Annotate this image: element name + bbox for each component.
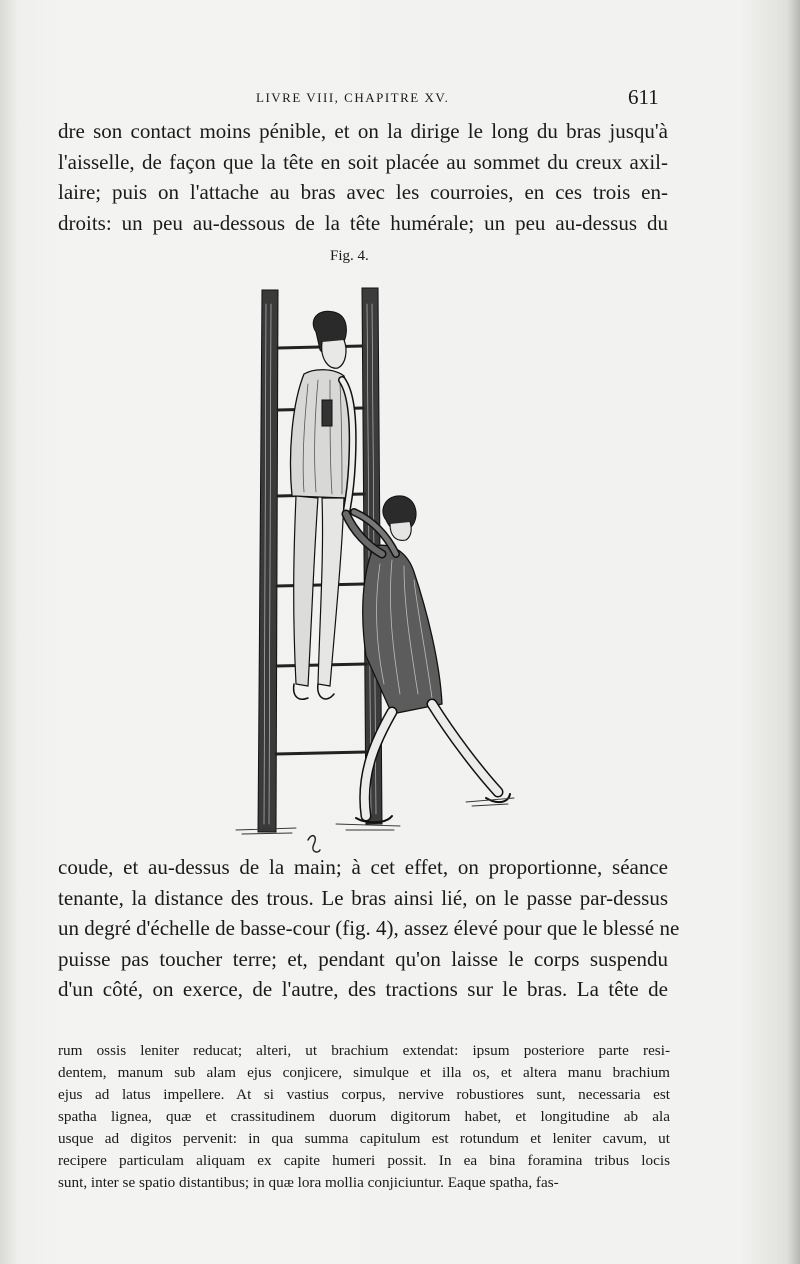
running-head-title: LIVRE VIII, CHAPITRE XV. [256,90,450,105]
page-edge-shadow [786,0,800,1264]
text-line: tenante, la distance des trous. Le bras ainsi lié, on le passe par-dessus [58,885,668,910]
text-line: droits: un peu au-dessous de la tête humérale; un peu au-dessus du [58,210,668,235]
ladder-illustration [196,284,522,854]
running-head [0,85,800,112]
text-line: d'un côté, on exerce, de l'autre, des tractions sur le bras. La tête de [58,977,668,1001]
bottom-paragraph [58,852,680,1005]
page-number: 611 [628,85,659,109]
text-line: coude, et au-dessus de la main; à cet effet, on proportionne, séance [58,855,668,879]
footnote-line: rum ossis leniter reducat; alteri, ut brachium extendat: ipsum posteriore parte resi- [58,1042,670,1059]
footnote-line: ejus ad latus impellere. At si vastius corpus, nervive robustiores sunt, necessaria est [58,1086,670,1103]
footnote-line: usque ad digitos pervenit: in qua summa capitulum est rotundum et leniter cavum, ut [58,1130,670,1147]
text-line: puisse pas toucher terre; et, pendant qu'on laisse le corps suspendu [58,946,668,971]
footnote-line: dentem, manum sub alam ejus conjicere, simulque et illa os, et altera manu brachium [58,1064,670,1081]
top-paragraph [58,116,668,238]
text-line: dre son contact moins pénible, et on la dirige le long du bras jusqu'à [58,119,668,143]
text-line: un degré d'échelle de basse-cour (fig. 4), assez élevé pour que le blessé ne [58,916,680,940]
footnote [58,1040,670,1194]
footnote-line: recipere particulam aliquam ex capite humeri possit. In ea bina foramina tribus locis [58,1152,670,1169]
footnote-line: spatha lignea, quæ et crassitudinem duorum digitorum habet, et longitudine ab ala [58,1108,670,1125]
footnote-line: sunt, inter se spatio distantibus; in quæ lora mollia conjiciuntur. Eaque spatha, fas- [58,1174,559,1191]
figure-caption: Fig. 4. [330,248,369,264]
text-line: l'aisselle, de façon que la tête en soit placée au sommet du creux axil- [58,149,668,174]
text-line: laire; puis on l'attache au bras avec les courroies, en ces trois en- [58,180,668,204]
